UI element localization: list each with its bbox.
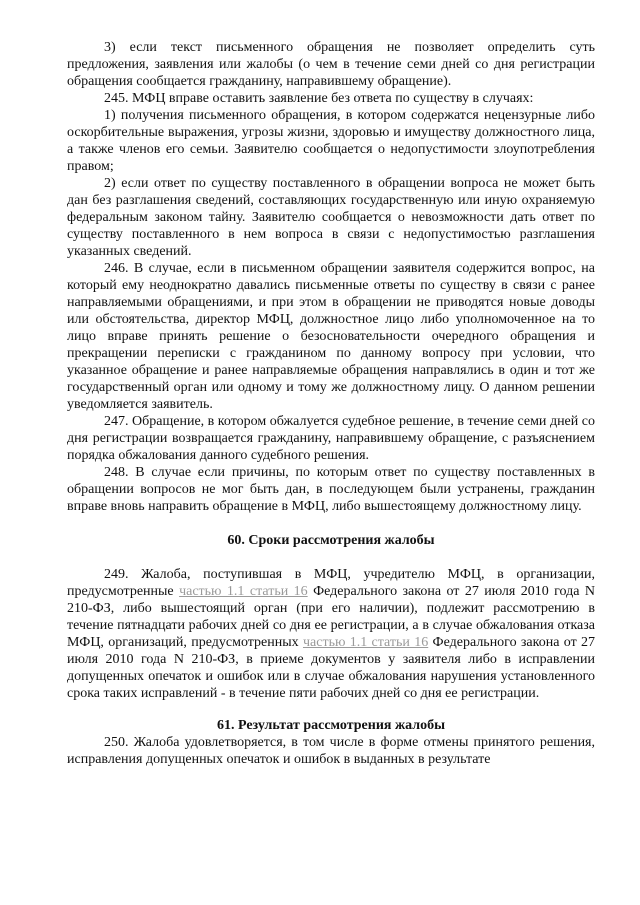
law-reference-link-1[interactable]: частью 1.1 статьи 16 (179, 584, 308, 599)
paragraph-245-item-2: 2) если ответ по существу поставленного в обращении вопроса не может быть дан без разглашения сведений, составляющих государственную или иную охраняемую федеральным законом тайну. Заявителю сообщается о невозможности дать ответ по существу поставленного в нем вопроса в связи с недопустимостью разглашения указанных сведений. (67, 176, 595, 259)
paragraph-245: 245. МФЦ вправе оставить заявление без ответа по существу в случаях: (104, 91, 534, 106)
paragraph-item-3: 3) если текст письменного обращения не позволяет определить суть предложения, заявления или жалобы (о чем в течение семи дней со дня регистрации обращения сообщается гражданину, направившему обращение). (67, 40, 595, 89)
section-60-heading: 60. Сроки рассмотрения жалобы (227, 533, 435, 548)
spacer (67, 515, 595, 532)
paragraph-249 (67, 566, 595, 702)
spacer (67, 702, 595, 717)
paragraph-246: 246. В случае, если в письменном обращении заявителя содержится вопрос, на который ему неоднократно давались письменные ответы по существу в связи с ранее направляемыми обращениями, и при этом в обращении не приводятся новые доводы или обстоятельства, директор МФЦ, должностное лицо либо уполномоченное на то лицо вправе принять решение о безосновательности очередного обращения и прекращении переписки с гражданином по данному вопросу при условии, что указанное обращение и ранее направляемые обращения направлялись в один и тот же государственный орган или одному и тому же должностному лицу. О данном решении уведомляется заявитель. (67, 261, 595, 412)
paragraph-248: 248. В случае если причины, по которым ответ по существу поставленных в обращении вопросов не мог быть дан, в последующем были устранены, гражданин вправе вновь направить обращение в МФЦ, либо вышестоящему должностному лицу. (67, 465, 595, 514)
paragraph-249-text-b: Федерального закона от 27 июля 2010 года N 210-ФЗ, либо вышестоящий орган (при его наличии), подлежит рассмотрению в течение пятнадцати рабочих дней со дня ее регистрации, а в случае обжалования отказа МФЦ, организаций, предусмотренных (67, 584, 596, 650)
spacer (67, 549, 595, 566)
paragraph-250: 250. Жалоба удовлетворяется, в том числе в форме отмены принятого решения, исправления допущенных опечаток и ошибок в выданных в результате (67, 735, 595, 767)
paragraph-249-text-c: Федерального закона от 27 июля 2010 года N 210-ФЗ, в приеме документов у заявителя либо в исправлении допущенных опечаток и ошибок или в случае обжалования нарушения установленного срока таких исправлений - в течение пяти рабочих дней со дня ее регистрации. (67, 635, 596, 701)
paragraph-245-item-1: 1) получения письменного обращения, в котором содержатся нецензурные либо оскорбительные выражения, угрозы жизни, здоровью и имуществу должностного лица, а также членов его семьи. Заявителю сообщается о недопустимости злоупотребления правом; (67, 108, 595, 174)
paragraph-249-text-a: 249. Жалоба, поступившая в МФЦ, учредителю МФЦ, в организации, предусмотренные (67, 567, 595, 599)
section-61-heading: 61. Результат рассмотрения жалобы (216, 718, 446, 733)
paragraph-247: 247. Обращение, в котором обжалуется судебное решение, в течение семи дней со дня регистрации возвращается гражданину, направившему обращение, с разъяснением порядка обжалования данного судебного решения. (67, 414, 595, 463)
law-reference-link-2[interactable]: частью 1.1 статьи 16 (302, 635, 429, 650)
